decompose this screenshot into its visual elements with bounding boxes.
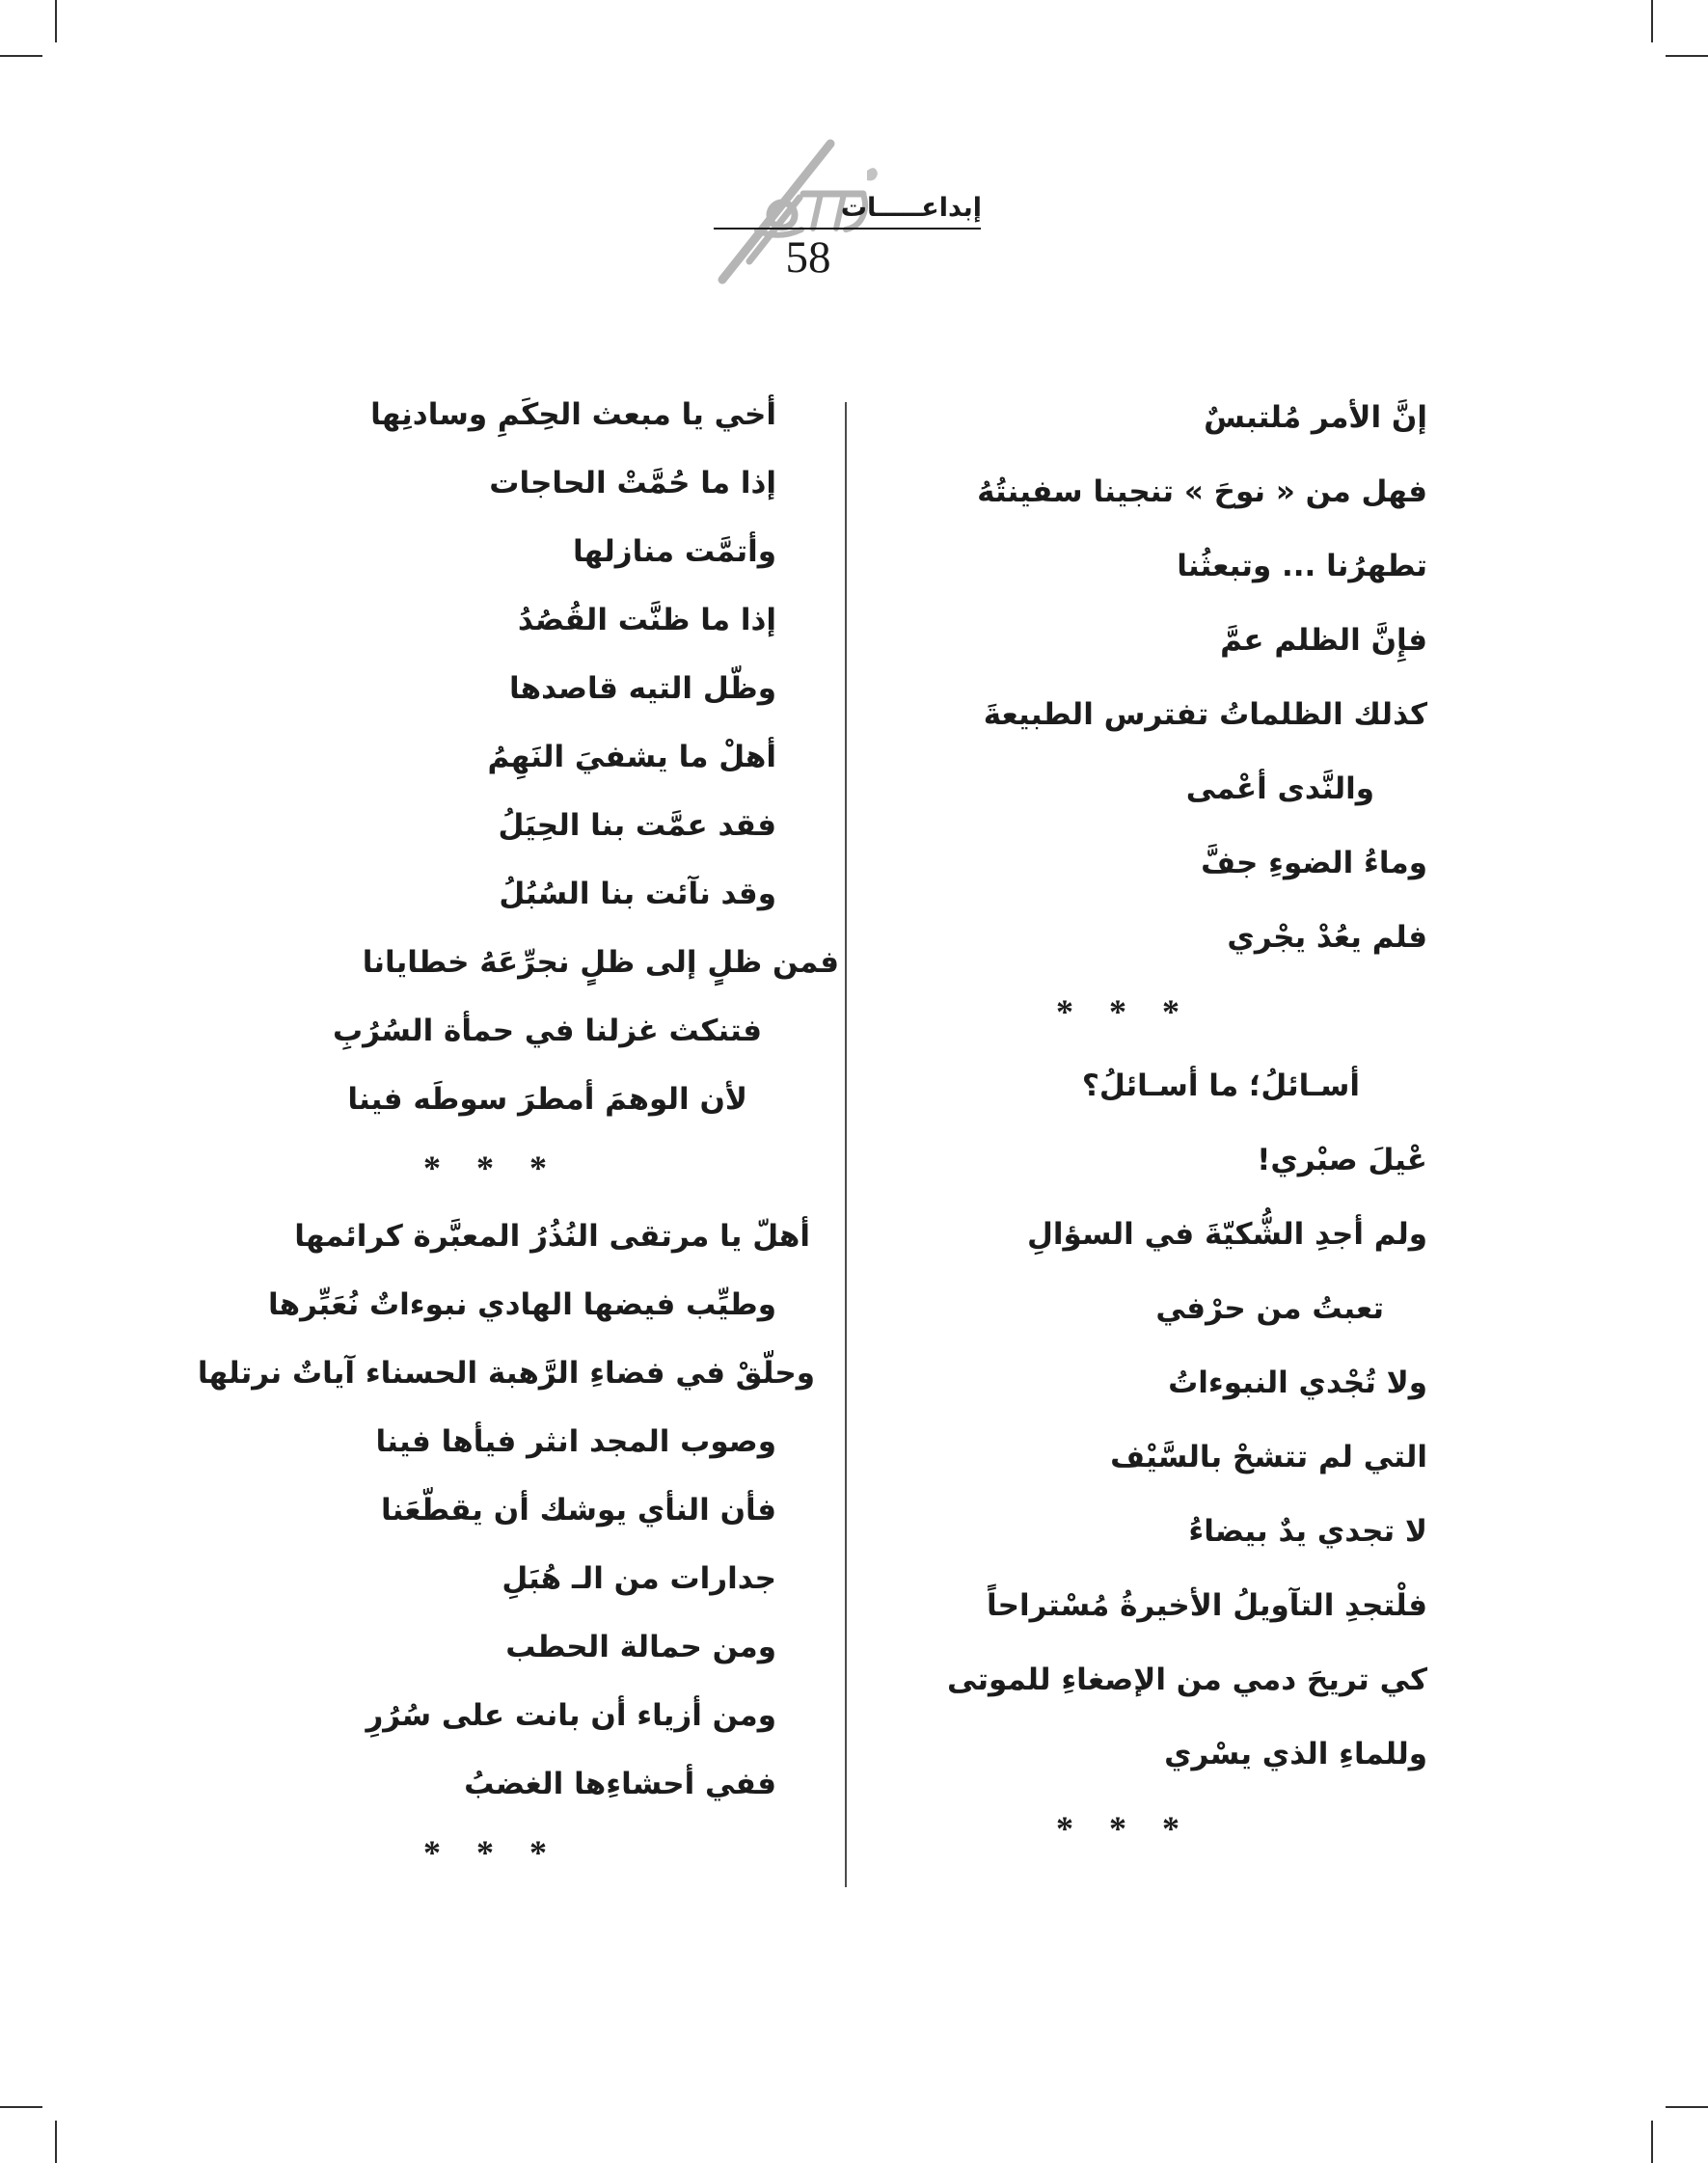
verse-line: والنَّدى أعْمى — [1185, 771, 1374, 806]
crop-mark-top-right-v — [1651, 0, 1653, 42]
verse-line: ولا تُجْدي النبوءاتُ — [1168, 1365, 1427, 1400]
verse-line: أهلّ يا مرتقى النُذُرُ المعبَّرة كرائمها — [294, 1219, 810, 1254]
verse-line: أسـائلُ؛ ما أسـائلُ؟ — [1081, 1068, 1360, 1103]
verse-line: فلم يعُدْ يجْري — [1227, 920, 1427, 955]
stanza-separator-stars: * * * — [423, 1149, 547, 1187]
verse-line: ولم أجدِ الشُّكيّةَ في السؤالِ — [1027, 1217, 1427, 1252]
stanza-separator-stars: * * * — [1056, 992, 1179, 1031]
verse-line: وللماءِ الذي يسْري — [1164, 1737, 1427, 1771]
section-title: إبداعـــــات — [840, 193, 982, 223]
verse-line: التي لم تتشحْ بالسَّيْف — [1110, 1440, 1427, 1474]
verse-line: وظّل التيه قاصدها — [508, 671, 776, 706]
verse-line: أهلْ ما يشفيَ النَهِمُ — [487, 740, 776, 774]
crop-mark-bottom-left-h — [0, 2106, 42, 2108]
verse-line: وأتمَّت منازلها — [572, 534, 776, 569]
crop-mark-top-left-h — [0, 55, 42, 57]
column-divider — [845, 402, 847, 1887]
verse-line: كذلك الظلماتُ تفترس الطبيعةَ — [983, 697, 1427, 732]
stanza-separator-stars: * * * — [423, 1833, 547, 1872]
verse-line: ومن أزياء أن بانت على سُرُرِ — [366, 1698, 776, 1733]
verse-line: وطيِّب فيضها الهادي نبوءاتٌ نُعَبِّرها — [268, 1287, 776, 1322]
verse-line: فمن ظلٍ إلى ظلٍ نجرِّعَهُ خطايانا — [362, 945, 839, 980]
verse-line: لا تجدي يدٌ بيضاءُ — [1188, 1514, 1427, 1549]
header-rule — [714, 228, 981, 230]
verse-line: إذا ما حُمَّتْ الحاجات — [489, 466, 776, 500]
verse-line: فتنكث غزلنا في حمأة السُرُبِ — [333, 1014, 762, 1048]
verse-line: أخي يا مبعث الحِكَمِ وسادنِها — [370, 397, 776, 432]
verse-line: لأن الوهمَ أمطرَ سوطَه فينا — [347, 1082, 747, 1117]
verse-line: عْيلَ صبْري! — [1257, 1143, 1427, 1177]
verse-line: كي تريحَ دمي من الإصغاءِ للموتى — [947, 1663, 1427, 1697]
verse-line: وحلّقْ في فضاءِ الرَّهبة الحسناء آياتٌ نرتلها — [197, 1356, 815, 1391]
verse-line: وماءُ الضوءِ جفَّ — [1201, 846, 1427, 880]
verse-line: جدارات من الـ هُبَلِ — [502, 1561, 776, 1596]
verse-line: وقد نآئت بنا السُبُلُ — [499, 877, 776, 911]
crop-mark-top-left-v — [55, 0, 57, 42]
crop-mark-bottom-right-h — [1666, 2106, 1708, 2108]
verse-line: وصوب المجد انثر فيأها فينا — [375, 1424, 776, 1459]
verse-line: فقد عمَّت بنا الحِيَلُ — [498, 808, 776, 843]
crop-mark-top-right-h — [1666, 55, 1708, 57]
verse-line: ففي أحشاءِها الغضبُ — [464, 1767, 776, 1801]
page-number: 58 — [785, 232, 831, 283]
verse-line: إذا ما ظنَّت القُصُدُ — [517, 603, 776, 637]
poem-column-left — [197, 381, 839, 1887]
verse-line: تعبتُ من حرْفي — [1155, 1291, 1384, 1326]
crop-mark-bottom-right-v — [1651, 2121, 1653, 2163]
verse-line: فهل من « نوحَ » تنجينا سفينتُهُ — [977, 474, 1427, 509]
poem-column-right — [947, 381, 1427, 1866]
verse-line: فإِنَّ الظلم عمَّ — [1220, 623, 1427, 658]
verse-line: ومن حمالة الحطب — [505, 1630, 776, 1664]
stanza-separator-stars: * * * — [1056, 1809, 1179, 1848]
verse-line: تطهرُنا ... وتبعثُنا — [1177, 549, 1427, 583]
crop-mark-bottom-left-v — [55, 2121, 57, 2163]
verse-line: فأن النأي يوشك أن يقطّعَنا — [381, 1493, 776, 1528]
verse-line: فلْتجدِ التآويلُ الأخيرةُ مُسْتراحاً — [987, 1588, 1427, 1623]
verse-line: إنَّ الأمر مُلتبسٌ — [1204, 400, 1427, 435]
